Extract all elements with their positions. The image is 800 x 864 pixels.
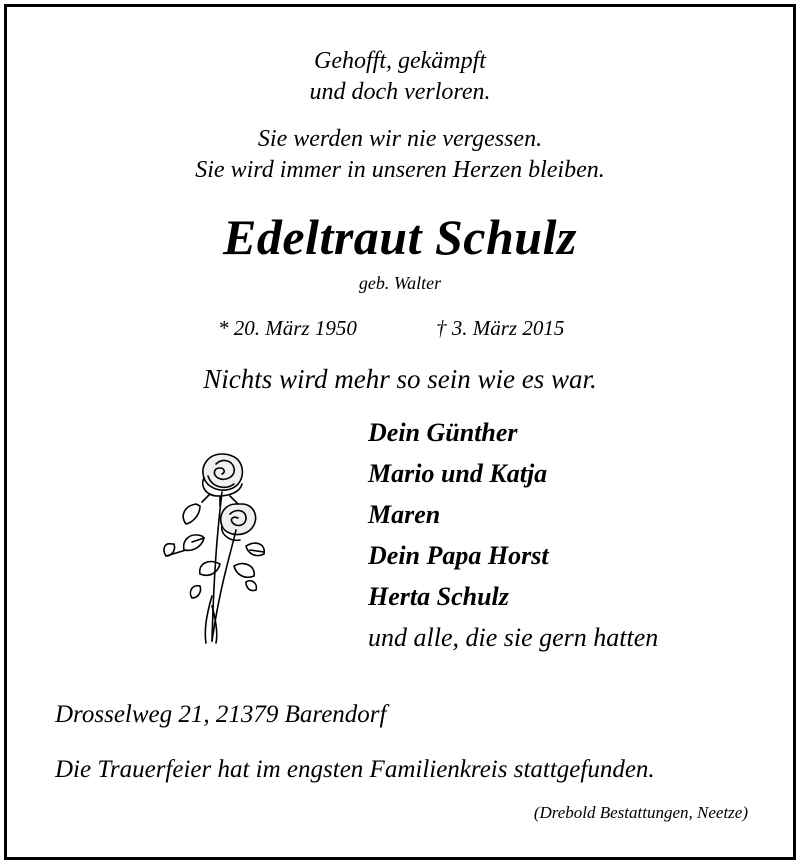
mourner-5: Herta Schulz (368, 582, 509, 611)
mourner-4: Dein Papa Horst (368, 541, 549, 570)
maiden-name: geb. Walter (358, 273, 442, 293)
funeral-home-credit: (Drebold Bestattungen, Neetze) (533, 803, 748, 822)
rose-bouquet-icon (160, 446, 270, 646)
deceased-name: Edeltraut Schulz (223, 209, 577, 265)
motto-line-4: Sie wird immer in unseren Herzen bleiben. (195, 157, 605, 183)
address: Drosselweg 21, 21379 Barendorf (55, 701, 387, 728)
mourner-2: Mario und Katja (368, 459, 548, 488)
motto-line-3: Sie werden wir nie vergessen. (257, 126, 543, 152)
mourner-3: Maren (368, 500, 441, 529)
ceremony-note: Die Trauerfeier hat im engsten Familienkreis stattgefunden. (55, 756, 655, 783)
motto-line-2: und doch verloren. (309, 79, 491, 105)
mourners-closing: und alle, die sie gern hatten (368, 623, 659, 652)
death-date: † 3. März 2015 (436, 316, 565, 340)
birth-date: * 20. März 1950 (218, 316, 357, 340)
quote: Nichts wird mehr so sein wie es war. (203, 364, 597, 394)
mourner-1: Dein Günther (368, 418, 518, 447)
motto-line-1: Gehofft, gekämpft (314, 48, 486, 74)
